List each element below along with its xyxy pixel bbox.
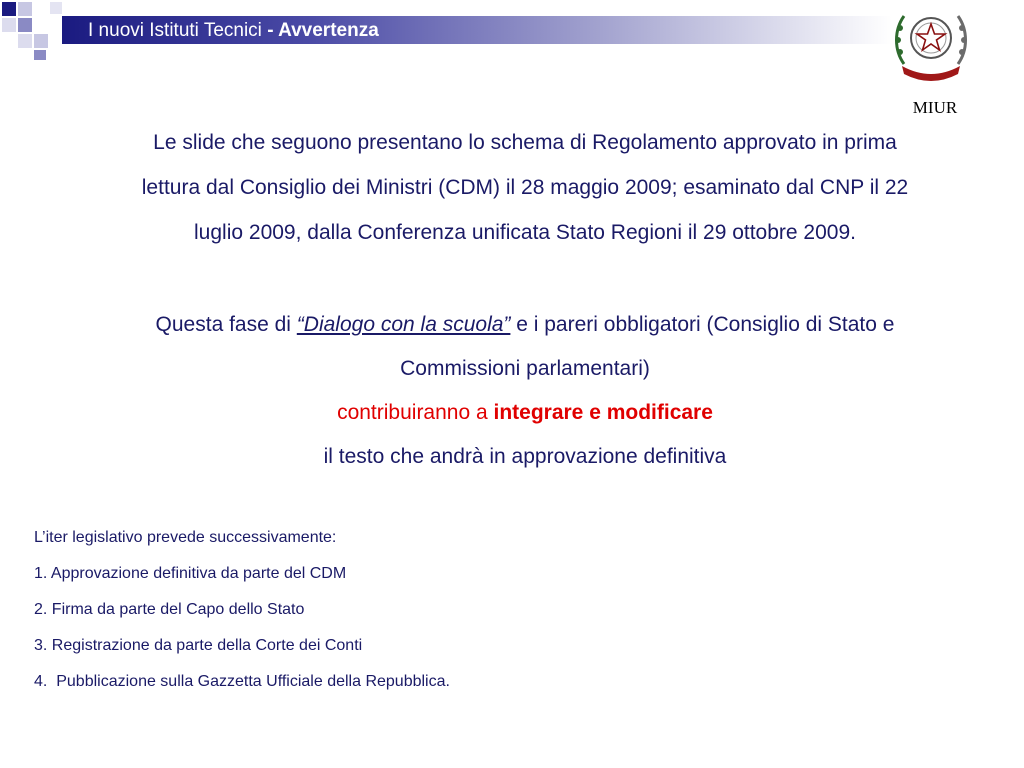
dialogue-line-3 — [30, 391, 1020, 435]
square-violet-2 — [34, 50, 46, 60]
red-bold-text: integrare e modificare — [493, 401, 713, 424]
intro-line-1: Le slide che seguono presentano lo schema di Regolamento approvato in prima — [153, 131, 897, 154]
intro-line-3: luglio 2009, dalla Conferenza unificata Stato Regioni il 29 ottobre 2009. — [194, 221, 856, 244]
dialogue-line-1 — [30, 303, 1020, 347]
list-item: 1. Approvazione definitiva da parte del CDM — [34, 565, 347, 582]
iter-intro: L’iter legislativo prevede successivamente: — [34, 529, 337, 546]
list-item: 4. Pubblicazione sulla Gazzetta Ufficiale della Repubblica. — [34, 673, 450, 690]
square-lavender — [18, 2, 32, 16]
dialogue-quote: “Dialogo con la scuola” — [296, 313, 511, 336]
iter-list — [34, 520, 734, 700]
title-bold: - Avvertenza — [267, 20, 379, 41]
list-item: 3. Registrazione da parte della Corte dei Conti — [34, 637, 363, 654]
red-prefix: contribuiranno a — [337, 401, 494, 424]
intro-line-2: lettura dal Consiglio dei Ministri (CDM) il 28 maggio 2009; esaminato dal CNP il 22 — [141, 176, 909, 199]
title-main: I nuovi Istituti Tecnici — [88, 20, 268, 41]
intro-paragraph — [30, 120, 1020, 255]
square-lavender-2 — [34, 34, 48, 48]
square-violet — [18, 18, 32, 32]
dialogue-paragraph — [30, 303, 1020, 479]
square-faint — [50, 2, 62, 14]
dialogue-line-4: il testo che andrà in approvazione definitiva — [323, 445, 727, 468]
italian-emblem-icon — [890, 2, 972, 84]
dialogue-prefix: Questa fase di — [155, 313, 297, 336]
emblem-ribbon — [902, 66, 960, 81]
dialogue-suffix: e i pareri obbligatori (Consiglio di Stato e — [510, 313, 895, 336]
dialogue-line-2: Commissioni parlamentari) — [400, 357, 650, 380]
square-pale — [2, 18, 16, 32]
square-pale-2 — [18, 34, 32, 48]
list-item: 2. Firma da parte del Capo dello Stato — [34, 601, 305, 618]
slide-title — [88, 18, 379, 44]
square-navy — [2, 2, 16, 16]
miur-label: MIUR — [912, 98, 958, 117]
